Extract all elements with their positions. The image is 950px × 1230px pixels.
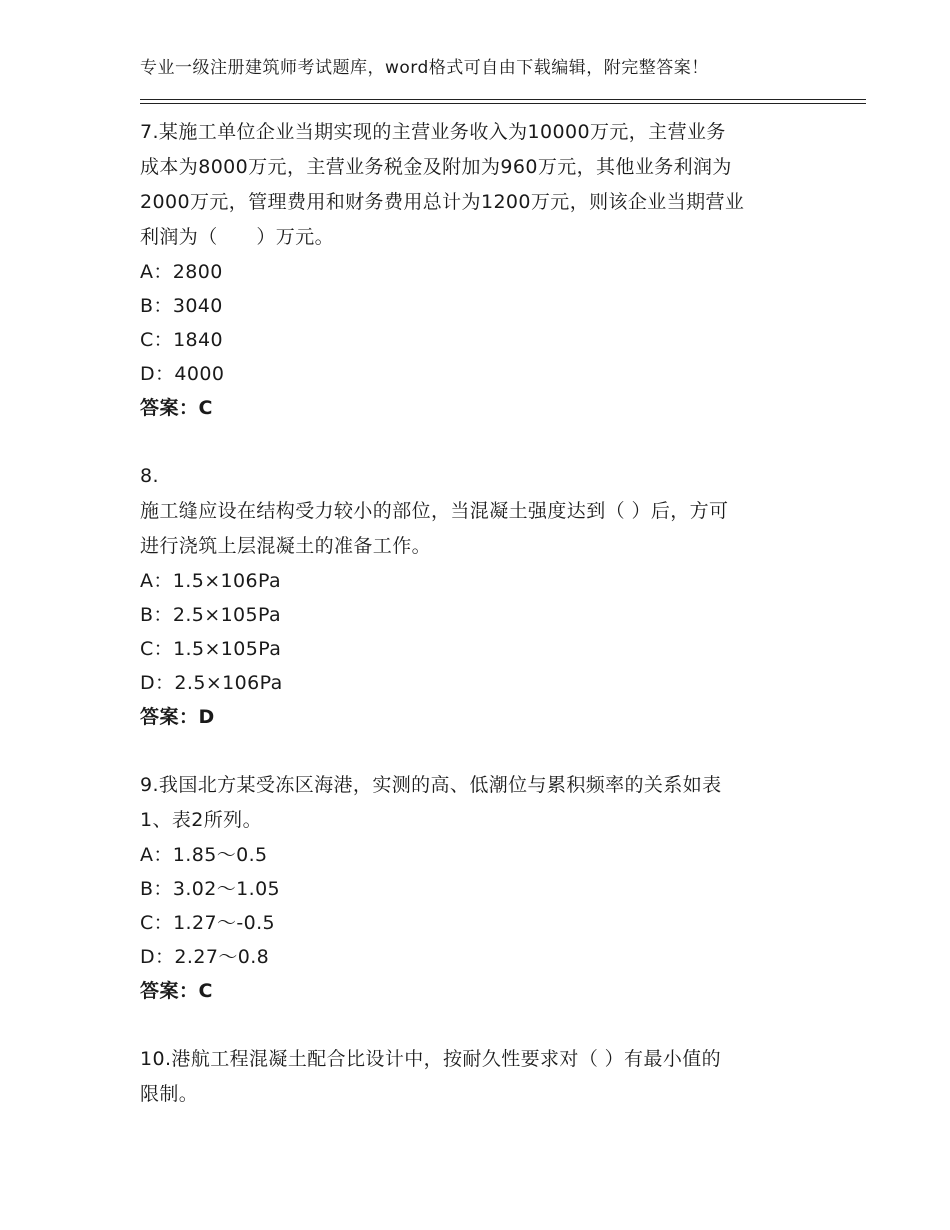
question-8 [140,459,820,734]
question-line: 10.港航工程混凝土配合比设计中，按耐久性要求对（ ）有最小值的 [140,1048,722,1070]
spacer [140,734,820,768]
question-line: 进行浇筑上层混凝土的准备工作。 [140,535,432,557]
option-a: A：1.5×106Pa [140,570,282,592]
question-line: 成本为8000万元，主营业务税金及附加为960万元，其他业务利润为 [140,156,732,178]
spacer [140,425,820,459]
question-line: 利润为（ ）万元。 [140,226,335,248]
answer: 答案：C [140,397,213,419]
option-c: C：1.27～-0.5 [140,912,276,934]
option-b: B：3.02～1.05 [140,878,281,900]
spacer [140,1008,820,1042]
option-b: B：2.5×105Pa [140,604,282,626]
option-a: A：1.85～0.5 [140,844,268,866]
header-rule-bottom [140,103,866,104]
page-header: 专业一级注册建筑师考试题库，word格式可自由下载编辑，附完整答案！ [140,58,709,78]
option-d: D：2.5×106Pa [140,672,283,694]
question-line: 7.某施工单位企业当期实现的主营业务收入为10000万元，主营业务 [140,121,726,143]
option-c: C：1.5×105Pa [140,638,282,660]
option-d: D：4000 [140,363,225,385]
answer: 答案：C [140,980,213,1002]
question-10 [140,1042,820,1112]
question-number: 8. [140,465,159,487]
option-b: B：3040 [140,295,223,317]
question-9 [140,768,820,1008]
question-line: 1、表2所列。 [140,809,262,831]
option-a: A：2800 [140,261,223,283]
question-7 [140,115,820,425]
option-d: D：2.27～0.8 [140,946,270,968]
question-line: 限制。 [140,1083,199,1105]
answer: 答案：D [140,706,215,728]
question-line: 2000万元，管理费用和财务费用总计为1200万元，则该企业当期营业 [140,191,745,213]
option-c: C：1840 [140,329,224,351]
question-line: 9.我国北方某受冻区海港，实测的高、低潮位与累积频率的关系如表 [140,774,722,796]
question-list [140,115,820,1112]
question-line: 施工缝应设在结构受力较小的部位，当混凝土强度达到（ ）后，方可 [140,500,729,522]
header-rule-top [140,99,866,100]
